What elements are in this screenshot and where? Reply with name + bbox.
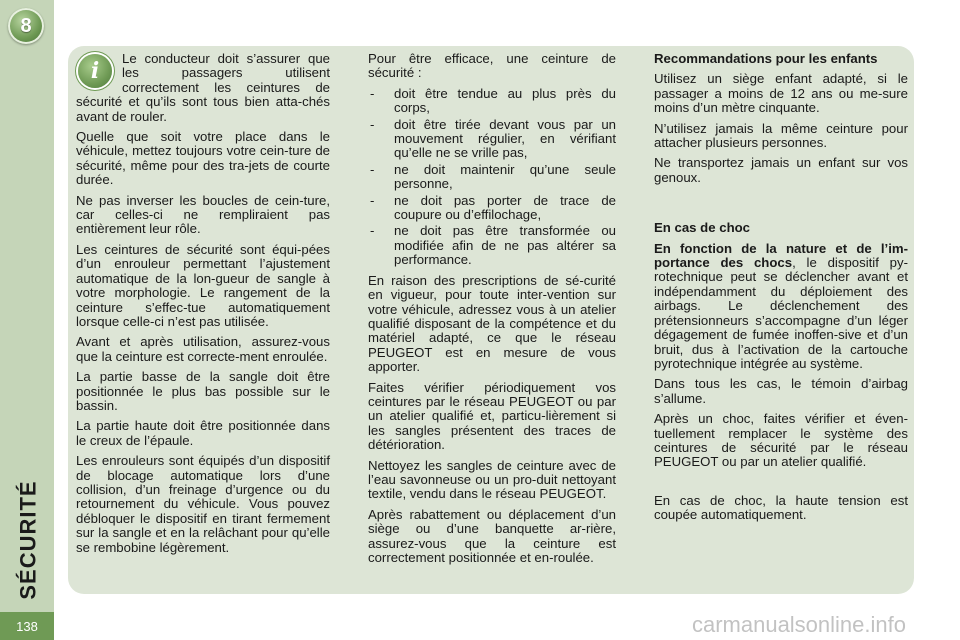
- paragraph: En cas de choc, la haute tension est coupée automatiquement.: [654, 492, 908, 523]
- section-heading: En cas de choc: [654, 220, 751, 236]
- paragraph: Ne pas inverser les boucles de cein-ture, car celles-ci ne rempliraient pas entièrement leur rôle.: [76, 192, 330, 237]
- column-2: [368, 52, 616, 571]
- chapter-number-badge: [8, 8, 44, 44]
- paragraph: Dans tous les cas, le témoin d’airbag s’allume.: [654, 376, 908, 406]
- paragraph: La partie basse de la sangle doit être positionnée le plus bas possible sur le bassin.: [76, 369, 330, 413]
- paragraph: [654, 242, 908, 372]
- list-item: - doit être tendue au plus près du corps,: [368, 87, 616, 116]
- paragraph: Avant et après utilisation, assurez-vous que la ceinture est correcte-ment enroulée.: [76, 334, 330, 364]
- paragraph: Les ceintures de sécurité sont équi-pées d’un enrouleur permettant l’ajustement automatique de la lon-gueur de sangle à votre morphologie. Le rangement de la ceinture s’effec-tue automatiquement lorsque celle-ci n’est pas utilisée.: [76, 241, 330, 329]
- paragraph: Utilisez un siège enfant adapté, si le passager a moins de 12 ans ou me-sure moins d’un mètre cinquante.: [654, 71, 908, 116]
- paragraph: Les enrouleurs sont équipés d’un dispositif de blocage automatique lors d’une collision, d’un freinage d’urgence ou du retournement du véhicule. Vous pouvez débloquer le dispositif en tirant fermement sur la sangle et en la relâchant pour qu’elle se rembobine légèrement.: [76, 453, 330, 555]
- list-item: - ne doit pas être transformée ou modifiée afin de ne pas altérer sa performance.: [368, 224, 616, 267]
- paragraph: La partie haute doit être positionnée dans le creux de l’épaule.: [76, 418, 330, 448]
- column-3: [654, 52, 908, 529]
- section-heading: Recommandations pour les enfants: [654, 51, 878, 66]
- paragraph-rest: , le dispositif py-rotechnique peut se déclencher avant et indépendamment du déploiement des airbags. Le déclenchement des prétensionneurs s’accompagne d’un léger dégagement de fumée inoffen-sive et d’un bruit, dus à l’activation de la cartouche pyrotechnique intégrée au système.: [654, 255, 908, 371]
- watermark: carmanualsonline.info: [691, 612, 906, 637]
- chapter-sidebar: [0, 0, 54, 640]
- paragraph: Faites vérifier périodiquement vos ceintures par le réseau PEUGEOT ou par un atelier qualifié et, particu-lièrement si les sangles présentent des traces de détérioration.: [368, 379, 616, 453]
- paragraph: Quelle que soit votre place dans le véhicule, mettez toujours votre cein-ture de sécurité, même pour des tra-jets de courte durée.: [76, 129, 330, 188]
- paragraph: En raison des prescriptions de sé-curité en vigueur, pour toute inter-vention sur votre véhicule, adressez vous à un atelier qualifié disposant de la compétence et du matériel adapté, ce que le réseau PEUGEOT est en mesure de vous apporter.: [368, 272, 616, 375]
- chapter-title: SÉCURITÉ: [16, 480, 41, 600]
- bold-lead: En fonction de la nature et de l’im-portance des chocs: [654, 240, 908, 271]
- page-number: 138: [0, 612, 54, 640]
- list-item: - ne doit pas porter de trace de coupure ou d’effilochage,: [368, 194, 616, 223]
- list-item: - doit être tirée devant vous par un mouvement régulier, en vérifiant qu’elle ne se vrille pas,: [368, 118, 616, 161]
- chapter-title-container: [14, 470, 44, 610]
- paragraph: N’utilisez jamais la même ceinture pour attacher plusieurs personnes.: [654, 120, 908, 151]
- paragraph: Le conducteur doit s’assurer que les passagers utilisent correctement les ceintures de sécurité et qu’ils sont tous bien atta-chés avant de rouler.: [76, 51, 330, 124]
- info-icon: i: [78, 54, 112, 88]
- paragraph: Pour être efficace, une ceinture de sécurité :: [368, 51, 616, 81]
- paragraph: Ne transportez jamais un enfant sur vos genoux.: [654, 155, 908, 185]
- chapter-number: 8: [20, 15, 32, 37]
- paragraph: Nettoyez les sangles de ceinture avec de l’eau savonneuse ou un pro-duit nettoyant textile, vendu dans le réseau PEUGEOT.: [368, 457, 616, 502]
- requirements-list: [368, 87, 616, 268]
- column-1: [76, 52, 330, 561]
- paragraph: Après un choc, faites vérifier et éven-tuellement remplacer le système des ceintures de sécurité par le réseau PEUGEOT ou par un atelier qualifié.: [654, 411, 908, 470]
- paragraph: Après rabattement ou déplacement d’un siège ou d’une banquette ar-rière, assurez-vous que la ceinture est correctement positionnée et en-roulée.: [368, 506, 616, 565]
- list-item: - ne doit maintenir qu’une seule personne,: [368, 163, 616, 192]
